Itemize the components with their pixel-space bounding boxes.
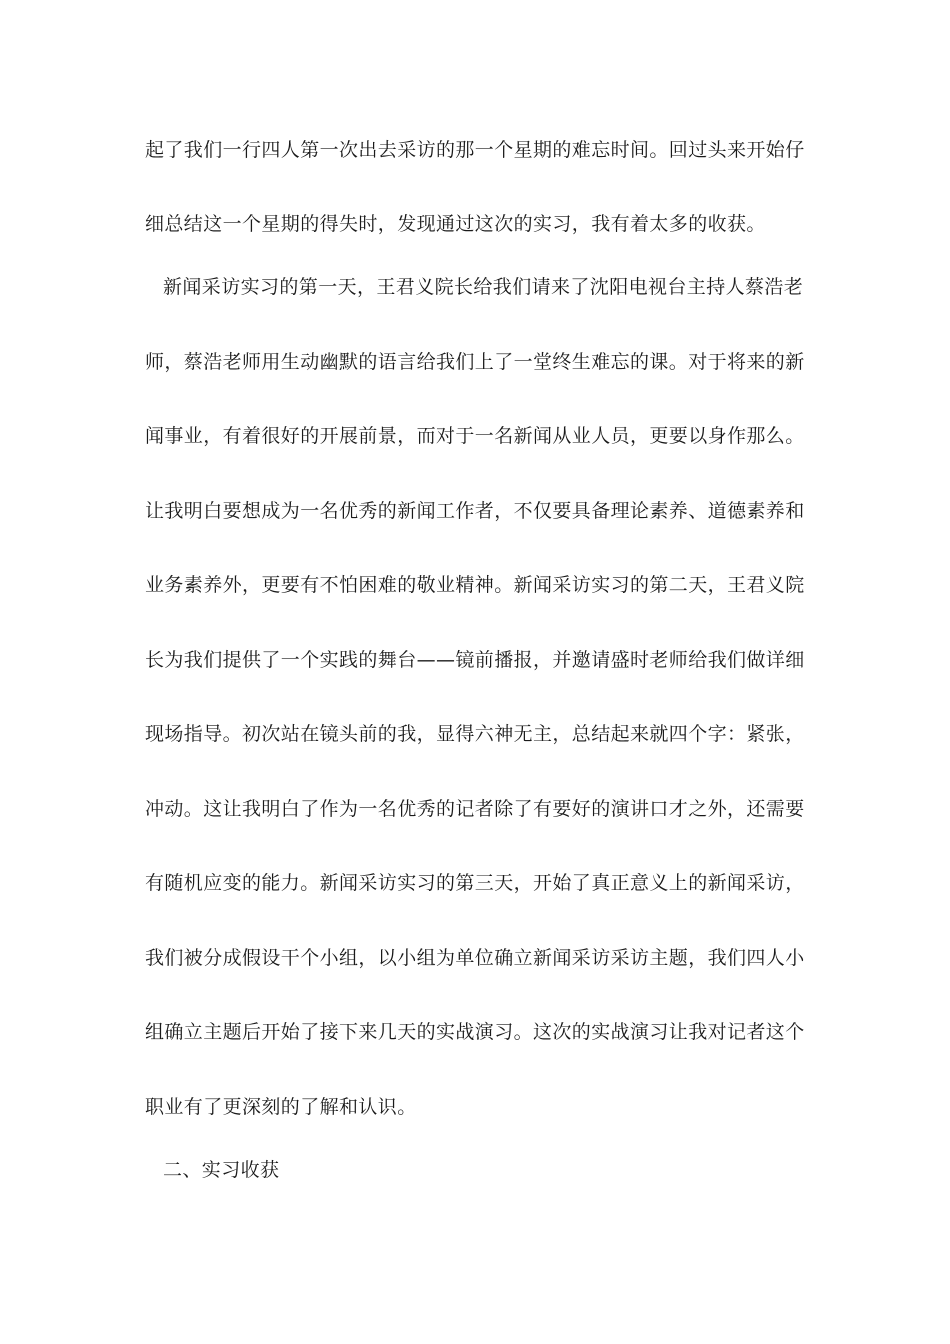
paragraph-line: 闻事业，有着很好的开展前景，而对于一名新闻从业人员，更要以身作那么。 — [145, 425, 805, 447]
paragraph-line: 业务素养外，更要有不怕困难的敬业精神。新闻采访实习的第二天，王君义院 — [145, 574, 805, 596]
paragraph-line: 起了我们一行四人第一次出去采访的那一个星期的难忘时间。回过头来开始仔 — [145, 139, 805, 161]
section-heading: 二、实习收获 — [163, 1159, 280, 1181]
paragraph-line: 冲动。这让我明白了作为一名优秀的记者除了有要好的演讲口才之外，还需要 — [145, 798, 805, 820]
paragraph-line: 细总结这一个星期的得失时，发现通过这次的实习，我有着太多的收获。 — [145, 213, 766, 235]
paragraph-line: 师，蔡浩老师用生动幽默的语言给我们上了一堂终生难忘的课。对于将来的新 — [145, 351, 805, 373]
paragraph-line: 长为我们提供了一个实践的舞台——镜前播报，并邀请盛时老师给我们做详细 — [145, 649, 805, 671]
paragraph-line: 职业有了更深刻的了解和认识。 — [145, 1096, 417, 1118]
paragraph-line: 现场指导。初次站在镜头前的我，显得六神无主，总结起来就四个字：紧张， — [145, 723, 805, 745]
paragraph-line: 我们被分成假设干个小组，以小组为单位确立新闻采访采访主题，我们四人小 — [145, 947, 805, 969]
paragraph-line: 让我明白要想成为一名优秀的新闻工作者，不仅要具备理论素养、道德素养和 — [145, 500, 805, 522]
paragraph-line: 有随机应变的能力。新闻采访实习的第三天，开始了真正意义上的新闻采访， — [145, 872, 805, 894]
paragraph-line: 新闻采访实习的第一天，王君义院长给我们请来了沈阳电视台主持人蔡浩老 — [163, 276, 804, 298]
paragraph-line: 组确立主题后开始了接下来几天的实战演习。这次的实战演习让我对记者这个 — [145, 1021, 805, 1043]
